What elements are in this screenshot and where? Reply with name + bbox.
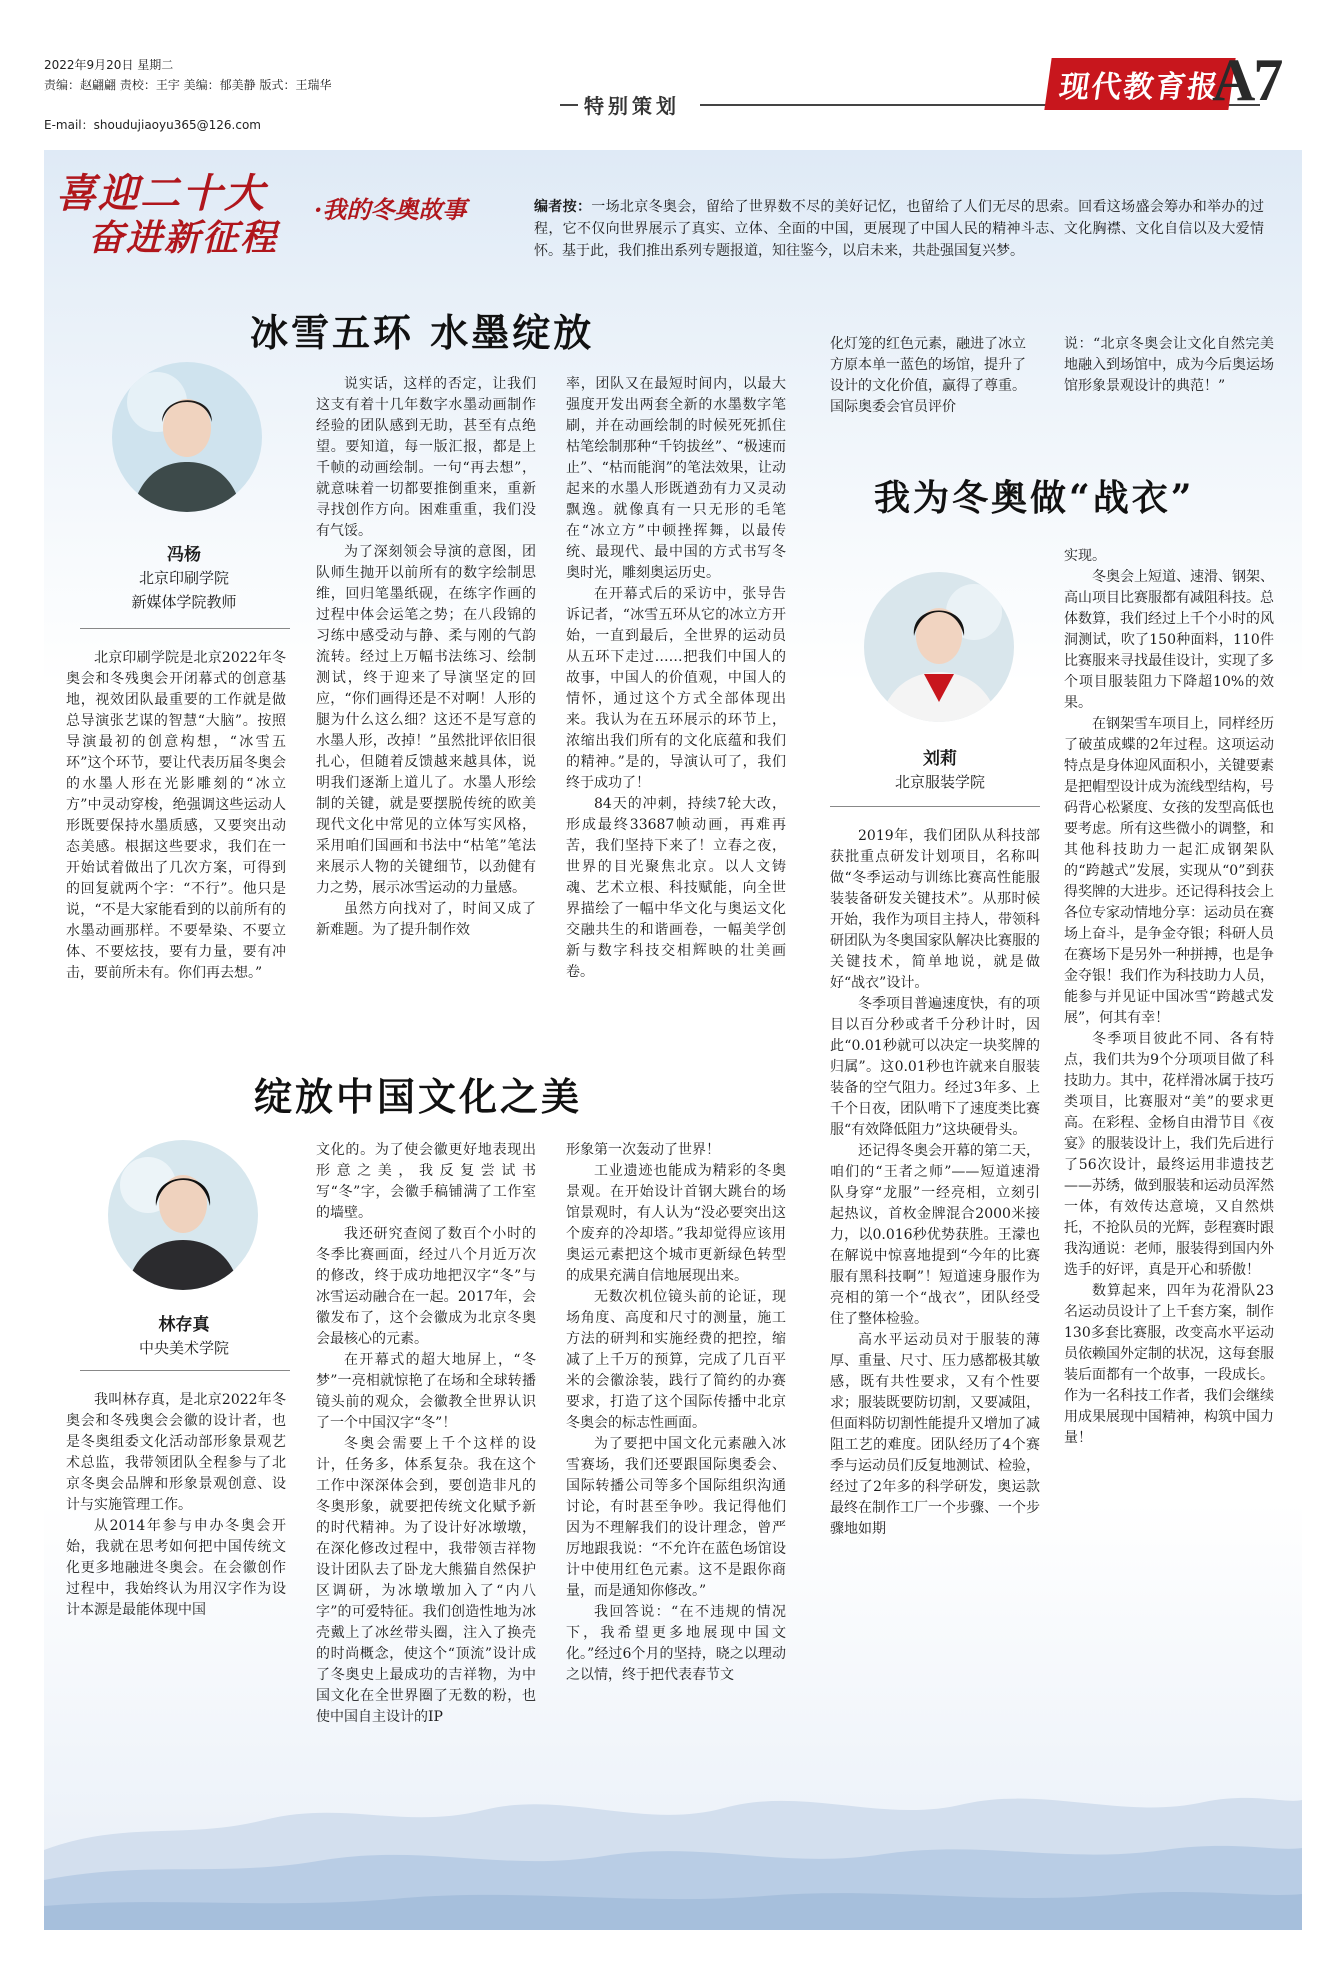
article3-person-rule [830, 806, 1040, 807]
editor-note [534, 196, 1264, 262]
article3-col2-para5: 数算起来，四年为花滑队23名运动员设计了上千套方案，制作130多套比赛服，改变高水平运动员依赖国外定制的状况，这每套服装后面都有一个故事，一段成长。作为一名科技工作者，我们会继续用成果展现中国精神，构筑中国力量！ [1064, 1283, 1274, 1446]
article1-col2-para2: 为了深刻领会导演的意图，团队师生抛开以前所有的数字绘制思维，回归笔墨纸砚，在练字作画的过程中体会运笔之势；在八段锦的习练中感受动与静、柔与刚的气韵流转。经过上万幅书法练习、绘制测试，终于迎来了导演坚定的回应，“你们画得还是不对啊！人形的腿为什么这么细？这还不是写意的水墨人形，改掉！”虽然批评依旧很扎心，但随着反馈越来越具体，说明我们逐渐上道儿了。水墨人形绘制的关键，就是要摆脱传统的欧美现代文化中常见的立体写实风格，采用咱们国画和书法中“枯笔”笔法来展示人物的关键细节，以劲健有力之势，展示冰雪运动的力量感。 [316, 544, 536, 896]
avatar-lin-cunzhen [108, 1140, 258, 1290]
masthead-logo: 现代教育报 [1044, 58, 1235, 110]
banner [52, 162, 467, 262]
article3-col1-para2: 冬季项目普遍速度快，有的项目以百分秒或者千分秒计时，因此“0.01秒就可以决定一块奖牌的归属”。这0.01秒也许就来自服装装备的空气阻力。经过3年多、上千个日夜，团队啃下了速度类比赛服“有效降低阻力”这块硬骨头。 [830, 996, 1040, 1138]
editor-note-text: 一场北京冬奥会，留给了世界数不尽的美好记忆，也留给了人们无尽的思索。回看这场盛会筹办和举办的过程，它不仅向世界展示了真实、立体、全面的中国，更展现了中国人民的精神斗志、文化胸襟、文化自信以及大爱情怀。基于此，我们推出系列专题报道，知往鉴今，以启未来，共赴强国复兴梦。 [534, 199, 1264, 259]
article3-col1-para1: 2019年，我们团队从科技部获批重点研发计划项目，名称叫做“冬季运动与训练比赛高性能服装装备研发关键技术”。从那时候开始，我作为项目主持人，带领科研团队为冬奥国家队解决比赛服的关键技术，简单地说，就是做好“战衣”设计。 [830, 828, 1040, 991]
article2-col1-para2: 从2014年参与申办冬奥会开始，我就在思考如何把中国传统文化更多地融进冬奥会。在会徽创作过程中，我始终认为用汉字作为设计本源是最能体现中国 [66, 1518, 286, 1618]
article1-col2-para1: 说实话，这样的否定，让我们这支有着十几年数字水墨动画制作经验的团队感到无助，甚至有点绝望。要知道，每一版汇报，都是上千帧的动画绘制。一句“再去想”，就意味着一切都要推倒重来，重新寻找创作方向。困难重重，我们没有气馁。 [316, 376, 536, 539]
article3-col2 [1064, 546, 1274, 1449]
avatar-liu-li [864, 572, 1014, 722]
article2-person-name: 林存真 [158, 1315, 210, 1335]
article3-col2-para3: 在钢架雪车项目上，同样经历了破茧成蝶的2年过程。这项运动特点是身体迎风面积小，关键要素是把帽型设计成为流线型结构，号码背心松紧度、女孩的发型高低也要考虑。所有这些微小的调整，和其他科技助力一起汇成钢架队的“跨越式”发展，实现从“0”到获得奖牌的大进步。还记得科技会上各位专家动情地分享：运动员在赛场上奋斗，是争金夺银；科研人员在赛场下是另外一种拼搏，也是争金夺银！我们作为科技助力人员，能参与并见证中国冰雪“跨越式发展”，何其有幸！ [1064, 716, 1274, 1026]
article2-col1 [66, 1390, 286, 1621]
article2-col2-para4: 冬奥会需要上千个这样的设计，任务多，体系复杂。我在这个工作中深深体会到，要创造非凡的冬奥形象，就要把传统文化赋予新的时代精神。为了设计好冰墩墩，在深化修改过程中，我带领吉祥物设计团队去了卧龙大熊猫自然保护区调研，为冰墩墩加入了“内八字”的可爱特征。我们创造性地为冰壳戴上了冰丝带头圈，注入了换壳的时尚概念，使这个“顶流”设计成了冬奥史上最成功的吉祥物，为中国文化在全世界圈了无数的粉，也使中国自主设计的IP [316, 1436, 536, 1725]
article2-col2-para2: 我还研究查阅了数百个小时的冬季比赛画面，经过八个月近万次的修改，终于成功地把汉字“冬”与冰雪运动融合在一起。2017年，会徽发布了，这个会徽成为北京冬奥会最核心的元素。 [316, 1226, 536, 1347]
article3-col1-para4: 高水平运动员对于服装的薄厚、重量、尺寸、压力感都极其敏感，既有共性要求，又有个性要求；服装既要防切割，又要减阻，但面料防切割性能提升又增加了减阻工艺的难度。团队经历了4个赛季与运动员们反复地测试、检验，经过了2年多的科学研发，奥运款最终在制作工厂一个步骤、一个步骤地如期 [830, 1332, 1040, 1537]
article2-col1-para1: 我叫林存真，是北京2022年冬奥会和冬残奥会会徽的设计者，也是冬奥组委文化活动部形象景观艺术总监，我带领团队全程参与了北京冬奥会品牌和形象景观创意、设计与实施管理工作。 [66, 1392, 286, 1513]
article2-col4-para1: 化灯笼的红色元素，融进了冰立方原本单一蓝色的场馆，提升了设计的文化价值，赢得了尊重。国际奥委会官员评价 [830, 336, 1026, 415]
avatar-feng-yang [112, 362, 262, 512]
section-label: 特别策划 [584, 94, 680, 118]
article1-headline: 冰雪五环 水墨绽放 [250, 310, 595, 355]
page-number: A7 [1212, 47, 1282, 113]
article1-col3 [566, 374, 786, 983]
article1-person-name: 冯杨 [167, 545, 201, 565]
editor-line: 责编：赵翩翩 责校：王宇 美编：郁美静 版式：王瑞华 [44, 78, 332, 92]
article2-col3-para3: 无数次机位镜头前的论证，现场角度、高度和尺寸的测量，施工方法的研判和实施经费的把控，缩减了上千万的预算，完成了几百平米的会徽涂装，践行了简约的办赛要求，打造了这个国际传播中北京冬奥会的标志性画面。 [566, 1289, 786, 1431]
article3-affiliation1: 北京服装学院 [894, 773, 985, 791]
email-line: E-mail：shoudujiaoyu365@126.com [44, 118, 261, 132]
article1-col3-para2: 在开幕式后的采访中，张导告诉记者，“冰雪五环从它的冰立方开始，一直到最后，全世界的运动员从五环下走过……把我们中国人的故事，中国人的价值观，中国人的情怀，通过这个方式全部体现出来。我认为在五环展示的环节上，浓缩出我们所有的文化底蕴和我们的精神。”是的，导演认可了，我们终于成功了！ [566, 586, 786, 791]
article3-col2-para1: 实现。 [1064, 548, 1106, 564]
article2-headline: 绽放中国文化之美 [254, 1074, 583, 1119]
article3-col2-para2: 冬奥会上短道、速滑、钢架、高山项目比赛服都有减阻科技。总体数算，我们经过上千个小时的风洞测试，吹了150种面料，110件比赛服来寻找最佳设计，实现了多个项目服装阻力下降超10%的效果。 [1064, 569, 1274, 711]
article1-col2-para3: 虽然方向找对了，时间又成了新难题。为了提升制作效 [316, 901, 536, 938]
article2-col3 [566, 1140, 786, 1686]
article1-col3-para3: 84天的冲刺，持续7轮大改，形成最终33687帧动画，再难再苦，我们坚持下来了！立春之夜，世界的目光聚焦北京。以人文铸魂、艺术立根、科技赋能，向全世界描绘了一幅中华文化与奥运文化交融共生的和谐画卷，一幅美学创新与数字科技交相辉映的壮美画卷。 [566, 796, 786, 980]
article2-affiliation1: 中央美术学院 [138, 1339, 229, 1357]
article2-col4 [830, 334, 1026, 418]
article2-col3-para4: 为了要把中国文化元素融入冰雪赛场，我们还要跟国际奥委会、国际转播公司等多个国际组织沟通讨论，有时甚至争吵。我记得他们因为不理解我们的设计理念，曾严厉地跟我说：“不允许在蓝色场馆设计中使用红色元素。这不是跟你商量，而是通知你修改。” [566, 1436, 786, 1599]
article2-col2-para3: 在开幕式的超大地屏上，“冬梦”一亮相就惊艳了在场和全球转播镜头前的观众，会徽教全世界认识了一个中国汉字“冬”！ [316, 1352, 536, 1431]
article1-col3-para1: 率，团队又在最短时间内，以最大强度开发出两套全新的水墨数字笔刷，并在动画绘制的时候死死抓住枯笔绘制那种“千钧拔丝”、“极速而止”、“枯而能润”的笔法效果，让动起来的水墨人形既遒劲有力又灵动飘逸。就像真有一只无形的毛笔在“冰立方”中顿挫挥舞，以最传统、最现代、最中国的方式书写冬奥时光，雕刻奥运历史。 [566, 376, 786, 581]
article2-col3-para1: 形象第一次轰动了世界！ [566, 1142, 720, 1158]
article2-person-rule [80, 1370, 290, 1371]
date-line: 2022年9月20日 星期二 [44, 58, 174, 72]
article3-headline: 我为冬奥做“战衣” [874, 477, 1195, 519]
article3-person-name: 刘莉 [923, 749, 957, 769]
banner-line2: 奋进新征程 [88, 217, 279, 259]
article2-col5-para1: 说：“北京冬奥会让文化自然完美地融入到场馆中，成为今后奥运场馆形象景观设计的典范！” [1064, 336, 1274, 394]
article3-col2-para4: 冬季项目彼此不同、各有特点，我们共为9个分项项目做了科技助力。其中，花样滑冰属于技巧类项目，比赛服对“美”的要求更高。在彩程、金杨自由滑节目《夜宴》的服装设计上，我们先后进行了56次设计，最终运用非遗技艺——苏绣，做到服装和运动员浑然一体，有效传达意境，又自然烘托，不抢队员的光辉，彭程赛时跟我沟通说：老师，服装得到国内外选手的好评，真是开心和骄傲！ [1064, 1031, 1274, 1278]
article3-col1-para3: 还记得冬奥会开幕的第二天，咱们的“王者之师”——短道速滑队身穿“龙服”一经亮相，立刻引起热议，首枚金牌混合2000米接力，以0.016秒优势获胜。王濛也在解说中惊喜地提到“今年的比赛服有黑科技啊”！短道速身服作为亮相的第一个“战衣”，团队经受住了整体检验。 [830, 1143, 1040, 1327]
article1-affiliation2: 新媒体学院教师 [131, 593, 237, 611]
article2-col5 [1064, 334, 1274, 397]
article2-col3-para5: 我回答说：“在不违规的情况下，我希望更多地展现中国文化。”经过6个月的坚持，晓之以理动之以情，终于把代表春节文 [566, 1604, 786, 1683]
article1-col1 [66, 648, 286, 984]
article2-col3-para2: 工业遗迹也能成为精彩的冬奥景观。在开始设计首钢大跳台的场馆景观时，有人认为“没必要突出这个废弃的冷却塔。”我却觉得应该用奥运元素把这个城市更新绿色转型的成果充满自信地展现出来。 [566, 1163, 786, 1284]
section-rule-left [560, 104, 578, 106]
banner-subtitle: ·我的冬奥故事 [314, 195, 467, 224]
editor-note-label: 编者按： [534, 199, 592, 215]
article1-col1-para: 北京印刷学院是北京2022年冬奥会和冬残奥会开闭幕式的创意基地，视效团队最重要的工作就是做总导演张艺谋的智慧“大脑”。按照导演最初的创意构想，“冰雪五环”这个环节，要让代表历届冬奥会的水墨人形在光影雕刻的“冰立方”中灵动穿梭，绝强调这些运动人形既要保持水墨质感，又要突出动态美感。根据这些要求，我们在一开始试着做出了几次方案，可得到的回复就两个字：“不行”。他只是说，“不是大家能看到的以前所有的水墨动画那样。不要晕染、不要立体、不要炫技，要有力量，要有冲击，要前所未有。你们再去想。” [66, 650, 286, 981]
article1-person-rule [80, 628, 290, 629]
article3-col1 [830, 826, 1040, 1540]
article1-affiliation1: 北京印刷学院 [138, 569, 229, 587]
article2-col2-para1: 文化的。为了使会徽更好地表现出形意之美，我反复尝试书写“冬”字，会徽手稿铺满了工作室的墙壁。 [316, 1142, 536, 1221]
mountain-landscape [44, 1760, 1302, 1930]
article1-col2 [316, 374, 536, 941]
banner-line1: 喜迎二十大 [56, 170, 266, 217]
article2-col2 [316, 1140, 536, 1728]
